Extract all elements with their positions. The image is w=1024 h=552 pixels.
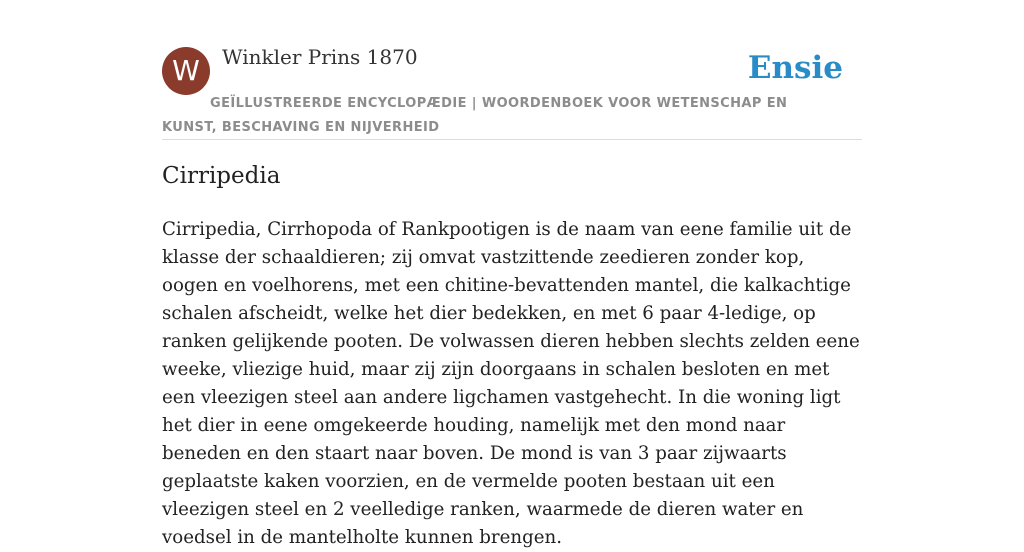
brand-logo[interactable]: Ensie — [747, 50, 843, 86]
article-body: Cirripedia, Cirrhopoda of Rankpootigen is de naam van eene familie uit de klasse der schaaldieren; zij omvat vastzittende zeedieren zonder kop, oogen en voelhorens, met een chitine-bevattenden mantel, die kalkachtige schalen afscheidt, welke het dier bedekken, en met 6 paar 4-ledige, op ranken gelijkende pooten. De volwassen dieren hebben slechts zelden eene weeke, vliezige huid, maar zij zijn doorgaans in schalen besloten en met een vleezigen steel aan andere ligchamen vastgehecht. In die woning ligt het dier in eene omgekeerde houding, namelijk met den mond naar beneden en den staart naar boven. De mond is van 3 paar zijwaarts geplaatste kaken voorzien, en de vermelde pooten bestaan uit een vleezigen steel en 2 veelledige ranken, waarmede de dieren water en voedsel in de mantelholte kunnen brengen. — [162, 219, 860, 548]
article-title: Cirripedia — [162, 163, 281, 189]
source-subtitle: GEÏLLUSTREERDE ENCYCLOPÆDIE | WOORDENBOEK VOOR WETENSCHAP EN KUNST, BESCHAVING EN NIJVERHEID — [162, 96, 788, 135]
page — [162, 0, 862, 548]
source-title[interactable]: Winkler Prins 1870 — [222, 45, 418, 69]
avatar[interactable]: W — [162, 47, 210, 95]
header — [162, 0, 862, 140]
